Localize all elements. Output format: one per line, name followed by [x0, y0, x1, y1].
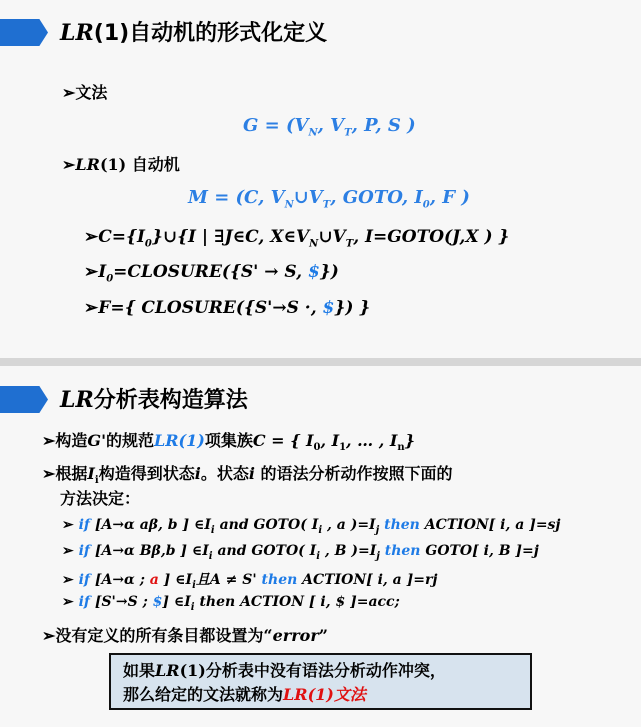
conclusion-line-1: 如果LR(1)分析表中没有语法分析动作冲突， [123, 661, 446, 680]
bullet-canonical-collection: ➢构造G'的规范LR(1)项集族C = { $I_0$, $I_1$, … , $I_n$} [42, 431, 415, 454]
grammar-formula: $G = (V_N$, $V_T$, P, S ) [243, 115, 416, 139]
arrowhead-bullet-icon: ➢ [62, 517, 79, 533]
rule-accept: ➢ if [S'→S ; $] $\in I_i$ then ACTION [ i, $ ]=acc; [62, 594, 400, 613]
bullet-error-entries: ➢没有定义的所有条目都设置为“error” [42, 626, 328, 645]
bullet-grammar: ➢文法 [62, 83, 108, 102]
slide-title: LR(1)自动机的形式化定义 [60, 20, 328, 46]
arrowhead-bullet-icon: ➢ [62, 543, 79, 559]
rule-reduce: ➢ if [A→α ; a ] $\in I_i$且A ≠ S' then ACTION[ i, a ]=rj [62, 572, 438, 591]
bullet-state-actions-cont: 方法决定： [60, 489, 141, 508]
slide-title: LR分析表构造算法 [60, 387, 248, 413]
arrowhead-bullet-icon: ➢ [84, 298, 99, 318]
rule-shift: ➢ if [A→α aβ, b ] $\in I_i$ and GOTO( $I_i$ , a )$=I_j$ then ACTION[ i, a ]=sj [62, 517, 561, 536]
arrowhead-bullet-icon: ➢ [62, 594, 79, 610]
arrowhead-bullet-icon: ➢ [84, 262, 99, 282]
conclusion-box [109, 653, 532, 710]
arrowhead-bullet-icon: ➢ [84, 227, 99, 247]
i0-definition: $➢I_0=CLOSURE(\{S' \to S$, $}) [84, 262, 339, 285]
arrowhead-bullet-icon: ➢ [62, 572, 79, 588]
c-definition: $➢C=\{I_0\}\cup\{I$ | ∃J∈C, $X\in V_N\cup V_T$, I=GOTO(J,X ) } [84, 227, 510, 250]
automaton-formula: M = (C, $V_N\cup V_T$, GOTO, $I_0$, F ) [188, 187, 470, 211]
f-definition: ➢F={ CLOSURE({S'→S ·, $}) } [84, 298, 371, 318]
slide-1 [0, 0, 641, 358]
bullet-automaton: ➢LR(1) 自动机 [62, 155, 180, 174]
banner-arrow-icon [0, 19, 48, 46]
bullet-state-actions: ➢根据$I_i$构造得到状态i。状态i 的语法分析动作按照下面的 [42, 464, 453, 487]
banner-arrow-icon [0, 386, 48, 413]
conclusion-line-2: 那么给定的文法就称为LR(1)文法 [123, 685, 366, 704]
rule-goto: ➢ if [A→α Bβ,b ] $\in I_i$ and GOTO( $I_i$ , B )$=I_j$ then GOTO[ i, B ]=j [62, 543, 539, 562]
